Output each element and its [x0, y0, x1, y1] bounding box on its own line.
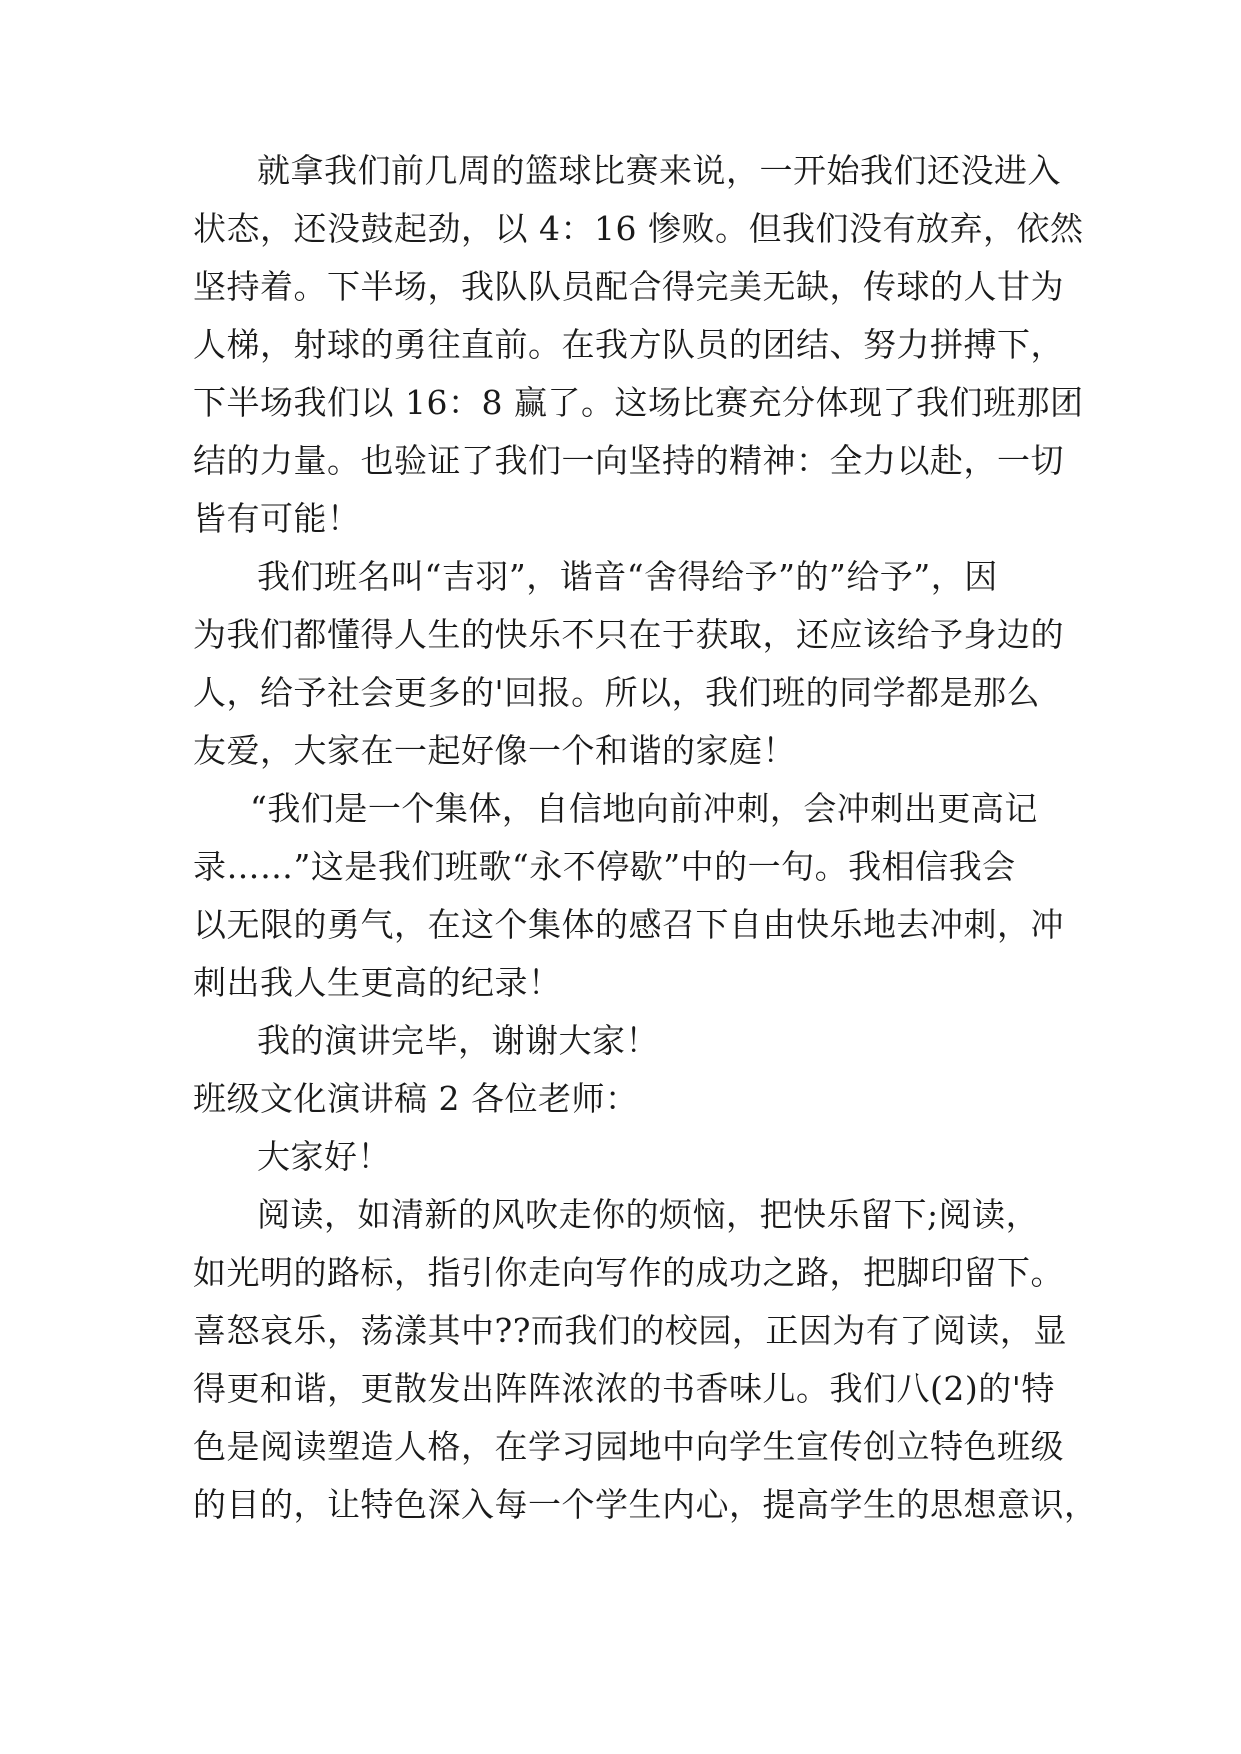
paragraph-line: 刺出我人生更高的纪录！ — [193, 963, 562, 1002]
paragraph-line: 人梯，射球的勇往直前。在我方队员的团结、努力拼搏下， — [193, 325, 1064, 364]
paragraph-line: 得更和谐，更散发出阵阵浓浓的书香味儿。我们八(2)的'特 — [193, 1369, 1055, 1408]
paragraph-line: 皆有可能！ — [193, 499, 361, 538]
paragraph-line: 以无限的勇气，在这个集体的感召下自由快乐地去冲刺，冲 — [193, 905, 1064, 944]
paragraph-line: 色是阅读塑造人格，在学习园地中向学生宣传创立特色班级 — [193, 1427, 1064, 1466]
paragraph-line: 阅读，如清新的风吹走你的烦恼，把快乐留下;阅读， — [257, 1195, 1040, 1234]
paragraph-line: 录……”这是我们班歌“永不停歇”中的一句。我相信我会 — [193, 847, 1016, 886]
paragraph-line: 结的力量。也验证了我们一向坚持的精神：全力以赴，一切 — [193, 441, 1064, 480]
paragraph-line: 就拿我们前几周的篮球比赛来说，一开始我们还没进入 — [257, 151, 1061, 190]
paragraph-line: 如光明的路标，指引你走向写作的成功之路，把脚印留下。 — [193, 1253, 1064, 1292]
greeting-line: 大家好！ — [257, 1137, 391, 1176]
paragraph-line: 我的演讲完毕，谢谢大家！ — [257, 1021, 659, 1060]
paragraph-line: “我们是一个集体，自信地向前冲刺，会冲刺出更高记 — [250, 789, 1038, 828]
paragraph-line: 下半场我们以 16：8 赢了。这场比赛充分体现了我们班那团 — [193, 383, 1084, 422]
paragraph-line: 为我们都懂得人生的快乐不只在于获取，还应该给予身边的 — [193, 615, 1064, 654]
section-heading: 班级文化演讲稿 2 各位老师： — [193, 1079, 639, 1118]
paragraph-line: 坚持着。下半场，我队队员配合得完美无缺，传球的人甘为 — [193, 267, 1064, 306]
paragraph-line: 我们班名叫“吉羽”，谐音“舍得给予”的”给予”，因 — [257, 557, 998, 596]
paragraph-line: 状态，还没鼓起劲，以 4：16 惨败。但我们没有放弃，依然 — [193, 209, 1084, 248]
paragraph-line: 喜怒哀乐，荡漾其中??而我们的校园，正因为有了阅读，显 — [193, 1311, 1067, 1350]
paragraph-line: 友爱，大家在一起好像一个和谐的家庭！ — [193, 731, 796, 770]
paragraph-line: 人，给予社会更多的'回报。所以，我们班的同学都是那么 — [193, 673, 1041, 712]
paragraph-line: 的目的，让特色深入每一个学生内心，提高学生的思想意识， — [193, 1485, 1098, 1524]
